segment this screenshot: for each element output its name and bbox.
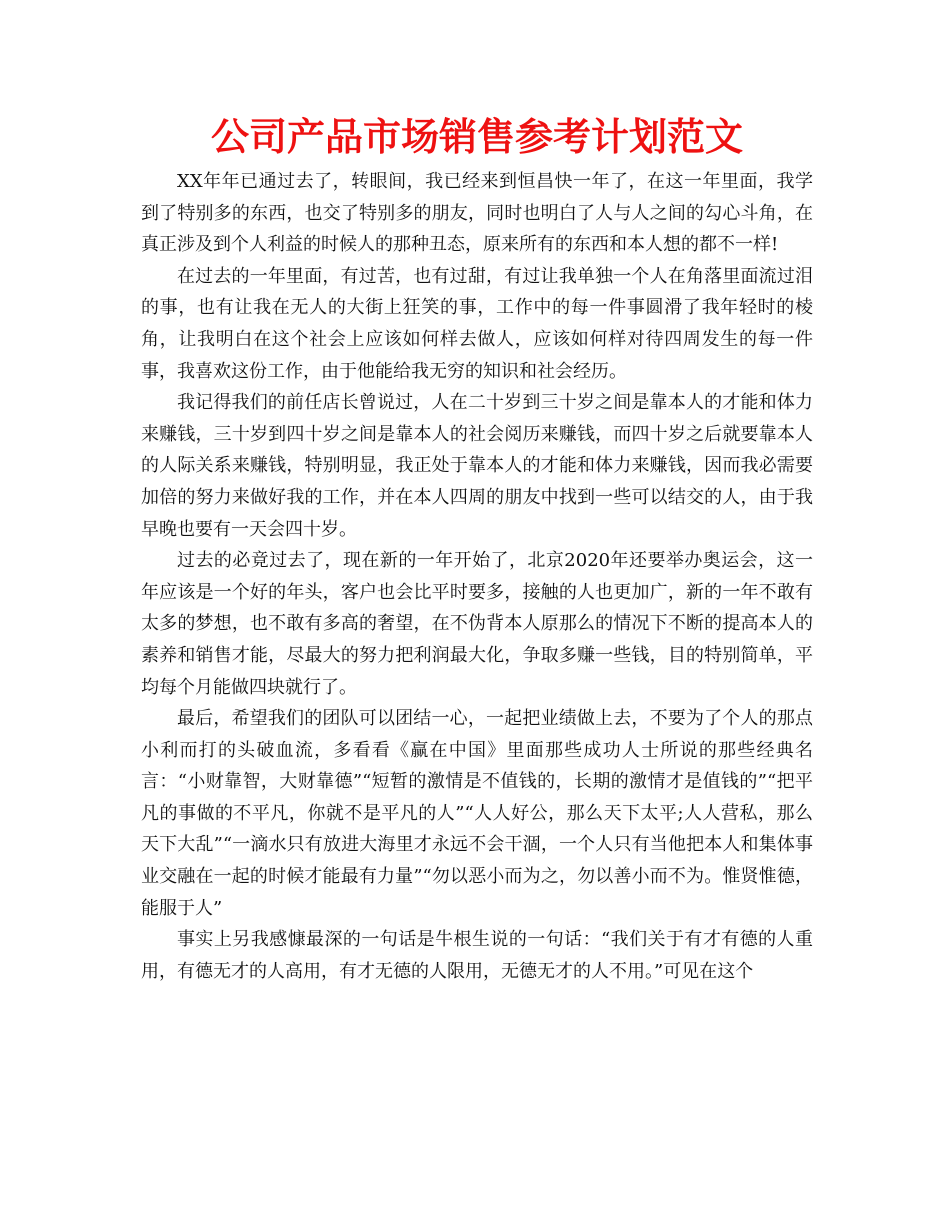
paragraph-2: 在过去的一年里面，有过苦，也有过甜，有过让我单独一个人在角落里面流过泪的事，也有让我在无人的大街上狂笑的事，工作中的每一件事圆滑了我年轻时的棱角，让我明白在这个社会上应该如何样去做人，应该如何样对待四周发生的每一件事，我喜欢这份工作，由于他能给我无穷的知识和社会经历。 (141, 265, 813, 382)
paragraph-3: 我记得我们的前任店长曾说过，人在二十岁到三十岁之间是靠本人的才能和体力来赚钱，三十岁到四十岁之间是靠本人的社会阅历来赚钱，而四十岁之后就要靠本人的人际关系来赚钱，特别明显，我正处于靠本人的才能和体力来赚钱，因而我必需要加倍的努力来做好我的工作，并在本人四周的朋友中找到一些可以结交的人，由于我早晚也要有一天会四十岁。 (141, 392, 813, 540)
document-title: 公司产品市场销售参考计划范文 (210, 115, 743, 159)
paragraph-1: XX年年已通过去了，转眼间，我已经来到恒昌快一年了，在这一年里面，我学到了特别多的东西，也交了特别多的朋友，同时也明白了人与人之间的勾心斗角，在真正涉及到个人利益的时候人的那种丑态，原来所有的东西和本人想的都不一样! (141, 171, 813, 256)
paragraph-4: 过去的必竟过去了，现在新的一年开始了，北京2020年还要举办奥运会，这一年应该是一个好的年头，客户也会比平时要多，接触的人也更加广，新的一年不敢有太多的梦想，也不敢有多高的奢望，在不伪背本人原那么的情况下不断的提高本人的素养和销售才能，尽最大的努力把利润最大化，争取多赚一些钱，目的特别简单，平均每个月能做四块就行了。 (141, 550, 813, 698)
document-page (141, 108, 813, 987)
paragraph-6: 事实上另我感慷最深的一句话是牛根生说的一句话：“我们关于有才有德的人重用，有德无才的人高用，有才无德的人限用，无德无才的人不用。”可见在这个 (141, 929, 813, 982)
paragraph-5: 最后，希望我们的团队可以团结一心，一起把业绩做上去，不要为了个人的那点小利而打的头破血流，多看看《赢在中国》里面那些成功人士所说的那些经典名言：“小财靠智，大财靠德”“短暂的激情是不值钱的，长期的激情才是值钱的”“把平凡的事做的不平凡，你就不是平凡的人”“人人好公，那么天下太平;人人营私，那么天下大乱”“一滴水只有放进大海里才永远不会干涸，一个人只有当他把本人和集体事业交融在一起的时候才能最有力量”“勿以恶小而为之，勿以善小而不为。惟贤惟德，能服于人” (141, 708, 813, 919)
